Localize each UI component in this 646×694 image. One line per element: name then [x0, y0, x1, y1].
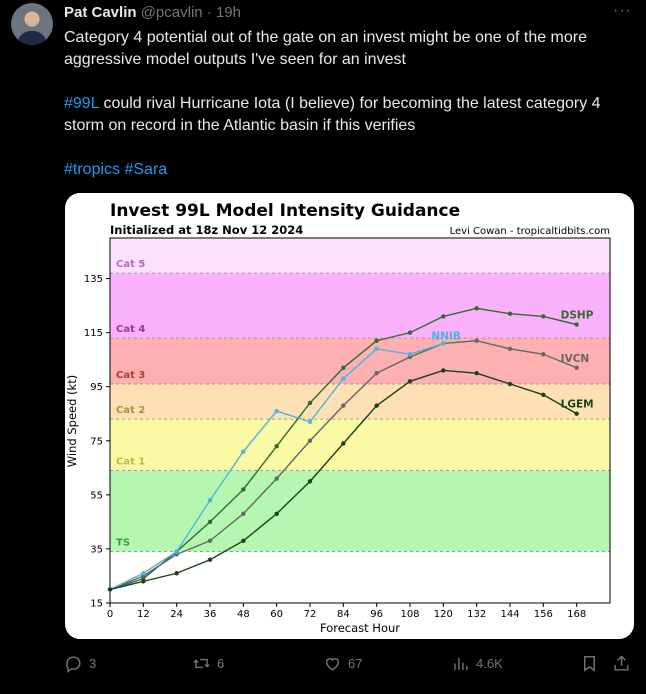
repost-icon [192, 654, 211, 673]
series-point-dshp [441, 314, 445, 318]
series-point-ivcn [341, 403, 345, 407]
series-point-ivcn [508, 347, 512, 351]
more-options-icon[interactable]: ··· [613, 2, 632, 19]
series-point-dshp [308, 401, 312, 405]
reply-icon [64, 654, 83, 673]
hashtag-99l[interactable]: #99L [64, 95, 99, 112]
series-point-dshp [541, 314, 545, 318]
y-tick-label: 95 [90, 382, 103, 394]
series-point-dshp [508, 312, 512, 316]
series-point-dshp [474, 306, 478, 310]
action-bar [0, 654, 646, 674]
series-point-lgem [441, 368, 445, 372]
series-point-lgem [574, 412, 578, 416]
tweet-paragraph-2-text: could rival Hurricane Iota (I believe) for becoming the latest category 4 storm on record in the Atlantic basin if this verifies [64, 95, 601, 134]
x-tick-label: 156 [533, 609, 553, 620]
band-label-cat-5: Cat 5 [116, 259, 146, 271]
series-point-lgem [541, 393, 545, 397]
series-point-ivcn [541, 352, 545, 356]
y-tick-label: 55 [90, 490, 103, 502]
tweet-text [64, 27, 636, 181]
repost-count: 6 [217, 656, 225, 671]
heart-icon [323, 654, 342, 673]
like-count: 67 [348, 656, 363, 671]
x-tick-label: 132 [467, 609, 487, 620]
series-point-nnib [408, 352, 412, 356]
series-point-nnib [241, 449, 245, 453]
bookmark-button[interactable] [580, 654, 599, 673]
y-tick-label: 115 [83, 328, 103, 340]
chart-credit: Levi Cowan - tropicaltidbits.com [449, 226, 610, 237]
series-point-nnib [174, 549, 178, 553]
y-tick-label: 35 [90, 544, 103, 556]
series-point-nnib [208, 498, 212, 502]
intensity-chart [65, 193, 634, 639]
x-tick-label: 24 [170, 609, 184, 620]
x-tick-label: 72 [303, 609, 317, 620]
series-point-nnib [308, 420, 312, 424]
timestamp[interactable]: 19h [215, 4, 241, 21]
views-count: 4.6K [476, 656, 503, 671]
band-label-cat-3: Cat 3 [116, 370, 146, 381]
series-point-ivcn [241, 512, 245, 516]
reply-count: 3 [89, 656, 97, 671]
y-tick-label: 15 [90, 598, 103, 610]
series-point-lgem [174, 571, 178, 575]
band-label-cat-1: Cat 1 [116, 456, 146, 468]
series-point-lgem [141, 579, 145, 583]
share-icon [612, 654, 631, 673]
x-tick-label: 84 [336, 609, 350, 620]
views-icon [451, 654, 470, 673]
series-point-lgem [241, 539, 245, 543]
x-tick-label: 48 [236, 609, 250, 620]
y-tick-label: 135 [83, 274, 103, 286]
series-point-dshp [241, 487, 245, 491]
chart-title: Invest 99L Model Intensity Guidance [110, 201, 461, 221]
author-name[interactable]: Pat Cavlin [64, 4, 137, 21]
series-point-lgem [408, 379, 412, 383]
series-point-nnib [274, 409, 278, 413]
series-point-lgem [508, 382, 512, 386]
series-point-lgem [341, 441, 345, 445]
series-point-nnib [374, 347, 378, 351]
band-label-ts: TS [116, 537, 131, 549]
y-axis-label: Wind Speed (kt) [65, 374, 79, 468]
tweet-paragraph-1: Category 4 potential out of the gate on an invest might be one of the more aggressive model outputs I've seen for an invest [64, 29, 588, 68]
hashtag-sara[interactable]: #Sara [124, 161, 168, 178]
series-label-lgem: LGEM [560, 398, 594, 411]
band-label-cat-4: Cat 4 [116, 324, 146, 336]
series-point-dshp [341, 366, 345, 370]
chart-subtitle: Initialized at 18z Nov 12 2024 [110, 223, 304, 237]
reply-button[interactable] [64, 654, 96, 673]
series-label-ivcn: IVCN [560, 352, 590, 365]
series-point-lgem [208, 558, 212, 562]
media-image[interactable] [65, 193, 634, 639]
series-label-dshp: DSHP [560, 309, 594, 322]
band-cat-3 [110, 338, 610, 384]
series-point-dshp [374, 339, 378, 343]
band-label-cat-2: Cat 2 [116, 405, 146, 417]
avatar[interactable] [11, 3, 53, 45]
series-point-ivcn [274, 476, 278, 480]
series-point-dshp [274, 444, 278, 448]
x-tick-label: 168 [567, 609, 587, 620]
series-point-nnib [341, 376, 345, 380]
x-tick-label: 144 [500, 609, 520, 620]
series-point-dshp [574, 322, 578, 326]
x-tick-label: 108 [400, 609, 420, 620]
author-handle[interactable]: @pcavlin [140, 4, 203, 21]
series-point-dshp [408, 330, 412, 334]
x-tick-label: 120 [433, 609, 453, 620]
series-point-ivcn [374, 371, 378, 375]
views-button[interactable] [451, 654, 503, 673]
series-point-ivcn [208, 539, 212, 543]
x-tick-label: 96 [370, 609, 384, 620]
bookmark-icon [580, 654, 599, 673]
series-point-ivcn [574, 366, 578, 370]
series-point-ivcn [474, 339, 478, 343]
tweet-paragraph-2 [64, 93, 636, 137]
band-cat-1 [110, 419, 610, 470]
series-point-lgem [374, 403, 378, 407]
separator-dot: · [206, 4, 212, 21]
like-button[interactable] [323, 654, 362, 673]
series-label-nnib: NNIB [431, 330, 461, 343]
x-tick-label: 36 [203, 609, 217, 620]
band-cat-4 [110, 273, 610, 338]
x-axis-label: Forecast Hour [319, 621, 401, 635]
series-point-lgem [274, 512, 278, 516]
tweet-paragraph-3 [64, 159, 636, 181]
repost-button[interactable] [192, 654, 224, 673]
x-tick-label: 0 [106, 609, 114, 620]
series-point-ivcn [308, 439, 312, 443]
tweet-header [64, 3, 241, 23]
share-button[interactable] [612, 654, 631, 673]
series-point-lgem [108, 587, 112, 591]
series-point-dshp [208, 520, 212, 524]
x-tick-label: 12 [136, 609, 150, 620]
series-point-lgem [474, 371, 478, 375]
y-tick-label: 75 [90, 436, 103, 448]
band-cat-5 [110, 238, 610, 273]
series-point-nnib [141, 571, 145, 575]
series-point-lgem [308, 479, 312, 483]
hashtag-tropics[interactable]: #tropics [64, 161, 121, 178]
x-tick-label: 60 [270, 609, 284, 620]
